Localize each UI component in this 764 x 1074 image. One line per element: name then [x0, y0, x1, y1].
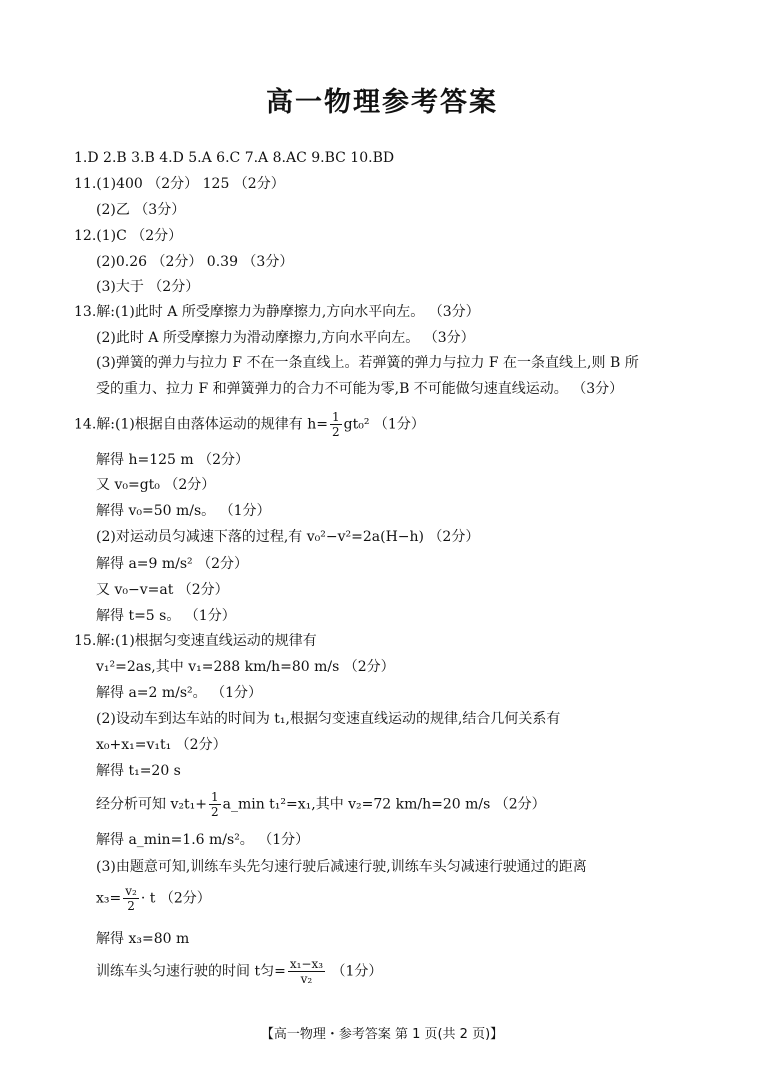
q13-line-4: 受的重力、拉力 F 和弹簧弹力的合力不可能为零,B 不可能做匀速直线运动。 （3分）	[96, 381, 624, 397]
q15-line-9: (3)由题意可知,训练车头先匀速行驶后减速行驶,训练车头匀减速行驶通过的距离	[96, 859, 587, 875]
fraction-numerator: x₁−x₃	[289, 957, 324, 971]
q15-line-10-pre: x₃=	[96, 890, 122, 907]
q15-line-12	[96, 957, 382, 986]
fraction	[330, 410, 342, 439]
fraction	[123, 884, 139, 913]
q15-line-8: 解得 a_min=1.6 m/s²。 （1分）	[96, 832, 310, 848]
q11-line-1: 11.(1)400 （2分） 125 （2分）	[74, 176, 285, 192]
fraction-denominator: 2	[210, 805, 219, 819]
q13-line-2: (2)此时 A 所受摩擦力为滑动摩擦力,方向水平向左。 （3分）	[96, 330, 475, 346]
q15-line-10	[96, 884, 211, 913]
q14-line-1-post: gt₀² （1分）	[343, 416, 425, 433]
q15-line-10-post: · t （2分）	[140, 890, 211, 907]
page-footer: 【高一物理・参考答案 第 1 页(共 2 页)】	[260, 1027, 504, 1042]
q15-line-6: 解得 t₁=20 s	[96, 763, 181, 779]
fraction-denominator: v₂	[300, 972, 313, 986]
q14-line-3: 又 v₀=gt₀ （2分）	[96, 477, 216, 493]
fraction	[209, 790, 221, 819]
q14-line-6: 解得 a=9 m/s² （2分）	[96, 556, 249, 572]
q12-line-1: 12.(1)C （2分）	[74, 228, 183, 244]
fraction-numerator: 1	[332, 410, 340, 424]
q15-line-5: x₀+x₁=v₁t₁ （2分）	[96, 737, 227, 753]
q15-line-12-pre: 训练车头匀速行驶的时间 t匀=	[96, 963, 286, 980]
page-title: 高一物理参考答案	[266, 87, 498, 118]
q14-line-8: 解得 t=5 s。 （1分）	[96, 608, 236, 624]
fraction-numerator: 1	[210, 790, 219, 804]
q15-line-11: 解得 x₃=80 m	[96, 931, 190, 947]
q15-line-12-post: （1分）	[327, 963, 383, 980]
q15-line-7-post: a_min t₁²=x₁,其中 v₂=72 km/h=20 m/s （2分）	[222, 796, 546, 813]
q14-line-7: 又 v₀−v=at （2分）	[96, 582, 229, 598]
q12-line-3: (3)大于 （2分）	[96, 279, 200, 295]
q15-line-4: (2)设动车到达车站的时间为 t₁,根据匀变速直线运动的规律,结合几何关系有	[96, 711, 561, 727]
q15-line-2: v₁²=2as,其中 v₁=288 km/h=80 m/s （2分）	[96, 659, 395, 675]
q14-line-1	[74, 410, 425, 439]
q14-line-2: 解得 h=125 m （2分）	[96, 452, 250, 468]
fraction	[288, 957, 325, 986]
q13-line-3: (3)弹簧的弹力与拉力 F 不在一条直线上。若弹簧的弹力与拉力 F 在一条直线上,则 B 所	[96, 355, 639, 371]
q12-line-2: (2)0.26 （2分） 0.39 （3分）	[96, 254, 294, 270]
q14-line-1-pre: 14.解:(1)根据自由落体运动的规律有 h=	[74, 416, 329, 433]
q13-line-1: 13.解:(1)此时 A 所受摩擦力为静摩擦力,方向水平向左。 （3分）	[74, 304, 480, 320]
q15-line-3: 解得 a=2 m/s²。 （1分）	[96, 685, 263, 701]
q15-line-7	[96, 790, 546, 819]
q15-line-7-pre: 经分析可知 v₂t₁+	[96, 796, 207, 813]
fraction-numerator: v₂	[125, 884, 137, 898]
q14-line-5: (2)对运动员匀减速下落的过程,有 v₀²−v²=2a(H−h) （2分）	[96, 529, 480, 545]
fraction-denominator: 2	[332, 425, 340, 439]
q14-line-4: 解得 v₀=50 m/s。 （1分）	[96, 503, 271, 519]
q11-line-2: (2)乙 （3分）	[96, 202, 186, 218]
choice-answers: 1.D 2.B 3.B 4.D 5.A 6.C 7.A 8.AC 9.BC 10.BD	[74, 150, 395, 166]
fraction-denominator: 2	[127, 899, 135, 913]
q15-line-1: 15.解:(1)根据匀变速直线运动的规律有	[74, 633, 317, 649]
